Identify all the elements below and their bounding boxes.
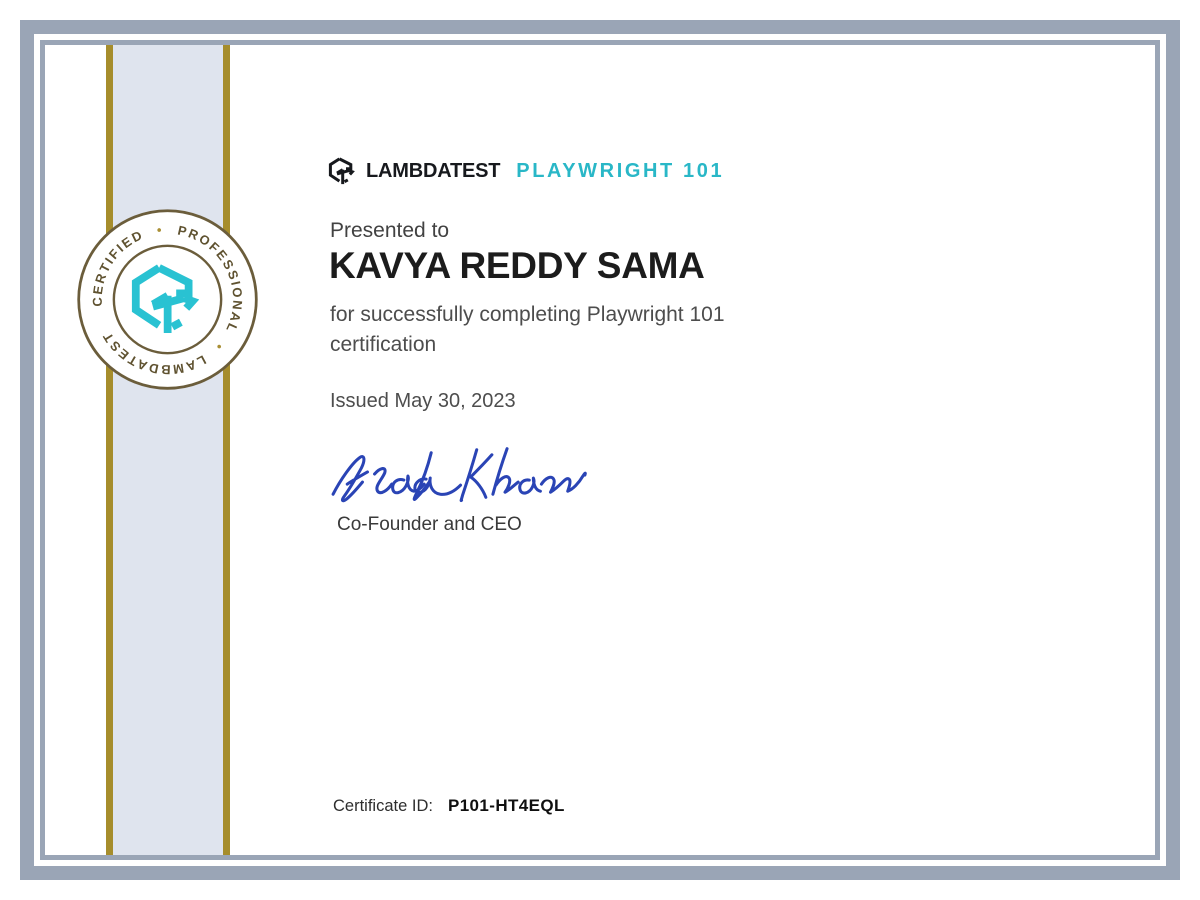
ribbon-band: [106, 45, 230, 855]
signature-image: [324, 437, 592, 509]
recipient-name: KAVYA REDDY SAMA: [329, 245, 705, 286]
completion-description: for successfully completing Playwright 101 certification: [330, 303, 725, 356]
certificate-id-row: [333, 796, 565, 816]
certificate-id-value: P101-HT4EQL: [447, 796, 565, 815]
seal-bullet-icon: •: [210, 340, 227, 356]
header-brand-row: [328, 154, 724, 188]
brand-name: LAMBDATEST: [366, 159, 501, 182]
presented-label: Presented to: [330, 219, 450, 242]
seal-bullet-icon: •: [156, 221, 165, 238]
issue-date: Issued May 30, 2023: [330, 390, 516, 412]
certificate-id-label: Certificate ID:: [333, 797, 433, 815]
lambdatest-logo-icon: [328, 155, 358, 188]
course-title: PLAYWRIGHT 101: [516, 159, 725, 182]
seal-word-professional: PROFESSIONAL: [176, 222, 246, 337]
signer-role: Co-Founder and CEO: [337, 514, 522, 535]
seal-word-certified: CERTIFIED: [89, 226, 146, 307]
certification-seal: [75, 207, 260, 392]
seal-word-brand: LAMBDATEST: [98, 328, 209, 378]
